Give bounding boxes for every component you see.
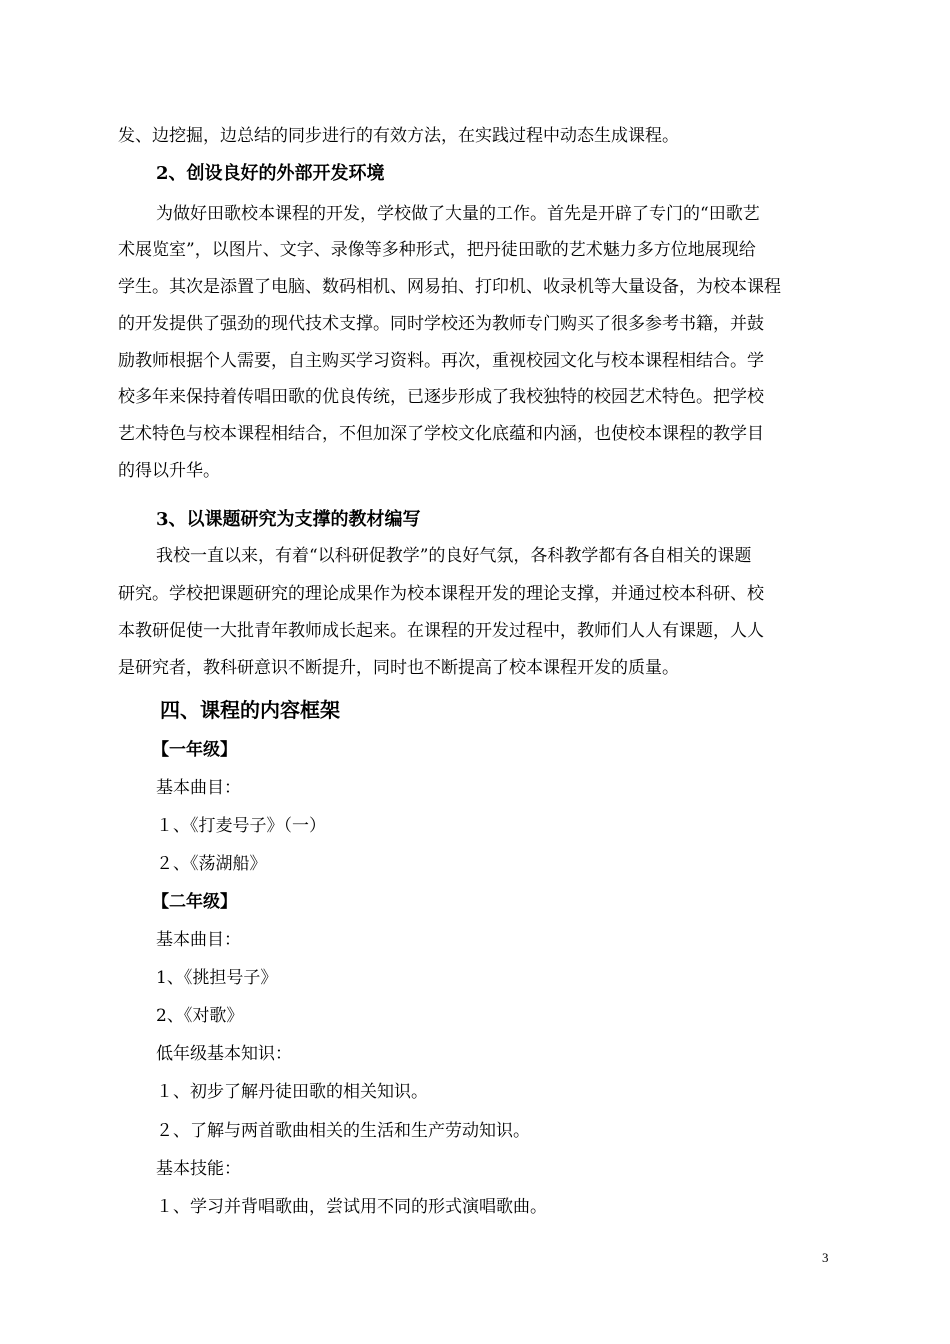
paragraph-line: 学生。其次是添置了电脑、数码相机、网易拍、打印机、收录机等大量设备，为校本课程 <box>118 277 781 297</box>
grade-heading: 【二年级】 <box>152 892 237 912</box>
paragraph-line: 励教师根据个人需要，自主购买学习资料。再次，重视校园文化与校本课程相结合。学 <box>118 351 764 371</box>
list-label: 低年级基本知识： <box>156 1044 292 1064</box>
list-item: ２、《荡湖船》 <box>156 854 267 874</box>
section-heading: 2、创设良好的外部开发环境 <box>156 163 385 184</box>
paragraph-line: 术展览室”，以图片、文字、录像等多种形式，把丹徒田歌的艺术魅力多方位地展现给 <box>118 240 756 260</box>
list-label: 基本曲目： <box>156 930 241 950</box>
list-item: 2、《对歌》 <box>156 1006 244 1026</box>
list-label: 基本曲目： <box>156 778 241 798</box>
list-item: 1、《挑担号子》 <box>156 968 278 988</box>
paragraph-line: 研究。学校把课题研究的理论成果作为校本课程开发的理论支撑，并通过校本科研、校 <box>118 584 764 604</box>
page-number: 3 <box>822 1250 829 1265</box>
paragraph-line: 的开发提供了强劲的现代技术支撑。同时学校还为教师专门购买了很多参考书籍，并鼓 <box>118 314 764 334</box>
list-item: １、初步了解丹徒田歌的相关知识。 <box>156 1082 428 1102</box>
paragraph-line: 发、边挖掘，边总结的同步进行的有效方法，在实践过程中动态生成课程。 <box>118 126 679 146</box>
paragraph-line: 为做好田歌校本课程的开发，学校做了大量的工作。首先是开辟了专门的“田歌艺 <box>156 204 760 224</box>
list-item: １、学习并背唱歌曲，尝试用不同的形式演唱歌曲。 <box>156 1197 547 1217</box>
section-heading: 3、以课题研究为支撑的教材编写 <box>156 509 421 530</box>
paragraph-line: 我校一直以来，有着“以科研促教学”的良好气氛，各科教学都有各自相关的课题 <box>156 546 752 566</box>
paragraph-line: 校多年来保持着传唱田歌的优良传统，已逐步形成了我校独特的校园艺术特色。把学校 <box>118 387 764 407</box>
paragraph-line: 艺术特色与校本课程相结合，不但加深了学校文化底蕴和内涵，也使校本课程的教学目 <box>118 424 764 444</box>
list-item: ２、了解与两首歌曲相关的生活和生产劳动知识。 <box>156 1121 530 1141</box>
chapter-heading: 四、课程的内容框架 <box>160 698 340 722</box>
list-item: １、《打麦号子》（一） <box>156 816 326 836</box>
paragraph-line: 是研究者，教科研意识不断提升，同时也不断提高了校本课程开发的质量。 <box>118 658 679 678</box>
paragraph-line: 本教研促使一大批青年教师成长起来。在课程的开发过程中，教师们人人有课题，人人 <box>118 621 764 641</box>
grade-heading: 【一年级】 <box>152 740 237 760</box>
list-label: 基本技能： <box>156 1159 241 1179</box>
paragraph-line: 的得以升华。 <box>118 461 220 481</box>
